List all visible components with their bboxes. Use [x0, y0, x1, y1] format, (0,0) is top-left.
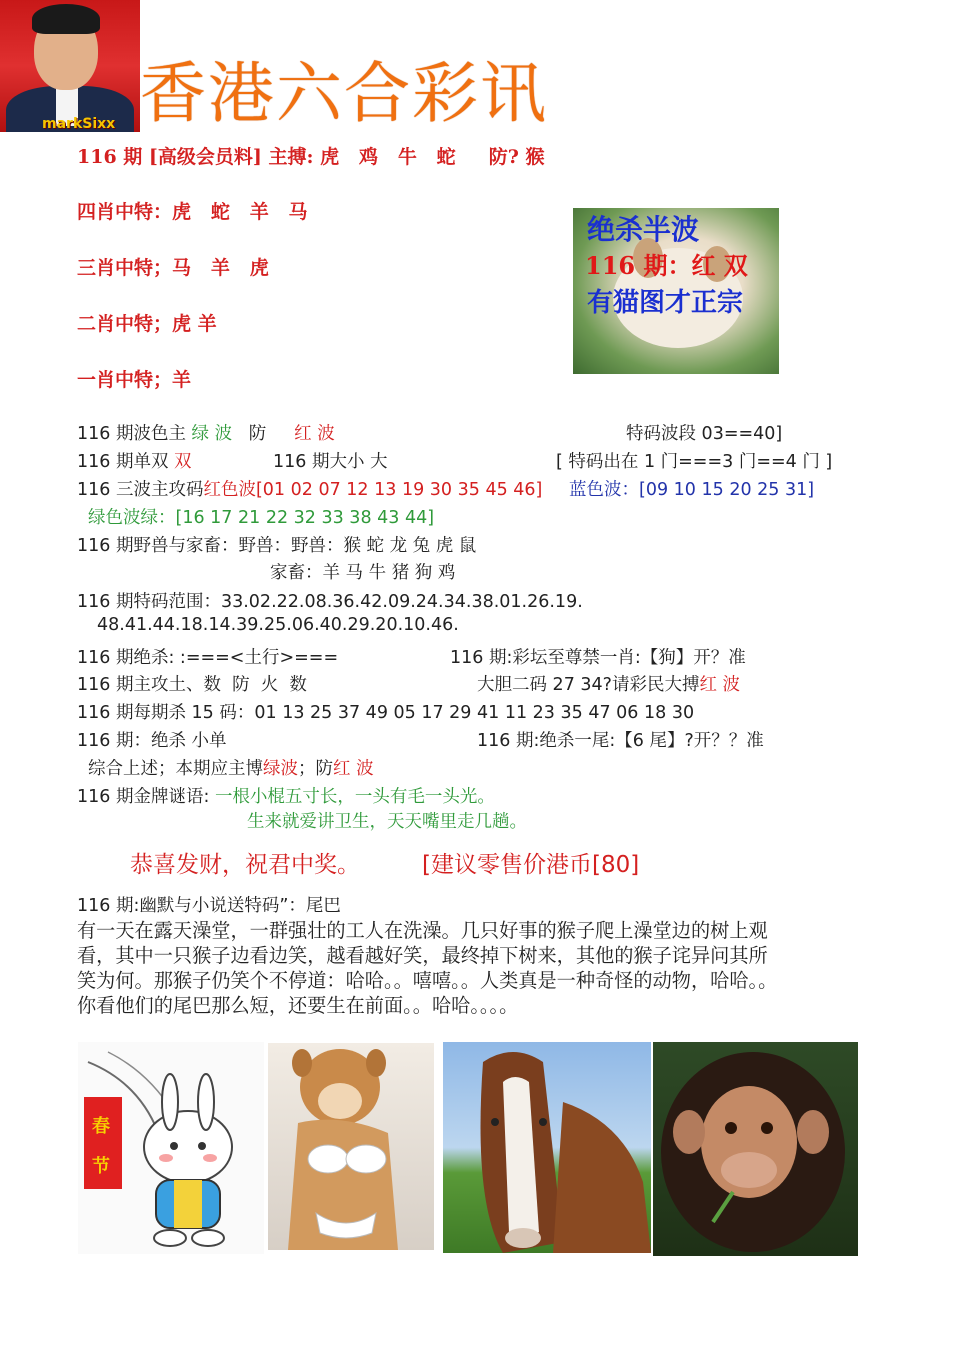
summary-main-wave: 绿波 — [263, 759, 298, 779]
cat-panel-slogan: 有猫图才正宗 — [587, 288, 744, 318]
summary-prefix: 综合上述；本期应主博 — [88, 759, 263, 779]
chimpanzee-picture — [653, 1042, 858, 1256]
red-wave-label: 红色波 — [203, 480, 256, 500]
green-wave-label: 绿色波绿： — [88, 508, 176, 528]
ban-zodiac-line: 116 期:彩坛至尊禁一肖:【狗】开？准 — [450, 648, 746, 668]
three-wave-label: 116 三波主攻码 — [77, 480, 204, 500]
odd-even-label: 116 期单双 — [77, 452, 175, 472]
riddle-line-2: 生来就爱讲卫生，天天嘴里走几趟。 — [247, 812, 527, 832]
two-zodiac-line: 二肖中特；虎 羊 — [77, 313, 217, 335]
door-line: [ 特码出在 1 门===3 门==4 门 ] — [556, 452, 833, 472]
story-title: 116 期:幽默与小说送特码”：尾巴 — [77, 896, 341, 916]
red-wave-numbers: [01 02 07 12 13 19 30 35 45 46] — [255, 480, 543, 500]
kill-element-line: 116 期绝杀: :===<土行>=== — [77, 648, 339, 668]
wave-color-line — [77, 420, 335, 445]
cat-picture-panel — [573, 208, 779, 374]
attack-line: 116 期主攻土、数 防 火 数 — [77, 675, 307, 695]
kill-15-line: 116 期每期杀 15 码：01 13 25 37 49 05 17 29 41 11 23 35 47 06 18 30 — [77, 703, 695, 723]
three-wave-line — [77, 476, 542, 501]
summary-mid: ；防 — [298, 759, 333, 779]
blue-wave-numbers: [09 10 15 20 25 31] — [639, 480, 815, 500]
price-text: [建议零售价港币[80] — [422, 852, 640, 878]
two-codes-prefix: 大胆二码 27 34?请彩民大搏 — [477, 675, 700, 695]
cat-panel-issue: 116 期：红 双 — [585, 251, 748, 280]
congrats-text: 恭喜发财，祝君中奖。 — [130, 852, 360, 878]
wave-prefix: 116 期波色主 — [77, 424, 192, 444]
size-line: 116 期大小 大 — [273, 452, 388, 472]
range-line-1: 116 期特码范围：33.02.22.08.36.42.09.24.34.38.01.26.19. — [77, 592, 583, 612]
puma-woman-picture — [268, 1043, 434, 1250]
main-pick-line — [77, 142, 545, 169]
livestock-line: 家畜：羊 马 牛 猪 狗 鸡 — [270, 563, 456, 583]
wave-guard: 红 波 — [294, 424, 335, 444]
cat-panel-heading: 绝杀半波 — [587, 213, 700, 246]
rabbit-banner-text-2: 节 — [92, 1156, 110, 1177]
one-zodiac-line: 一肖中特；羊 — [77, 369, 192, 391]
horse-picture — [443, 1042, 651, 1253]
rabbit-picture — [78, 1042, 264, 1254]
story-line: 有一天在露天澡堂，一群强壮的工人在洗澡。几只好事的猴子爬上澡堂边的树上观 — [77, 919, 768, 942]
odd-even-line — [77, 448, 192, 473]
story-body — [77, 918, 777, 1018]
odd-even-value: 双 — [174, 452, 192, 472]
rabbit-banner-text: 春 — [92, 1116, 110, 1137]
green-wave-numbers: [16 17 21 22 32 33 38 43 44] — [175, 508, 435, 528]
story-line: 看，其中一只猴子边看边笑，越看越好笑，最终掉下树来，其他的猴子诧异问其所 — [77, 944, 768, 967]
riddle-text-1: 一根小棍五寸长，一头有毛一头光。 — [214, 787, 495, 807]
portrait-logo: markSixx — [42, 116, 116, 132]
story-line: 你看他们的尾巴那么短，还要生在前面。。哈哈。。。。 — [77, 994, 519, 1017]
kill-tail-line: 116 期:绝杀一尾:【6 尾】?开？？准 — [477, 731, 764, 751]
story-line: 笑为何。那猴子仍笑个不停道：哈哈。。嘻嘻。。人类真是一种奇怪的动物，哈哈。。 — [77, 969, 778, 992]
wave-segment: 特码波段 03==40] — [626, 424, 783, 444]
three-zodiac-line: 三肖中特；马 羊 虎 — [77, 257, 269, 279]
wave-guard-label: 防 — [232, 424, 295, 444]
kill-small-line: 116 期：绝杀 小单 — [77, 731, 227, 751]
blue-wave-label: 蓝色波： — [569, 480, 639, 500]
riddle-label: 116 期金牌谜语: — [77, 787, 215, 807]
summary-guard-wave: 红 波 — [333, 759, 374, 779]
beasts-line: 116 期野兽与家畜：野兽：野兽：猴 蛇 龙 兔 虎 鼠 — [77, 536, 477, 556]
main-pick-animals: 虎 鸡 牛 蛇 — [320, 146, 456, 168]
wave-main: 绿 波 — [191, 424, 233, 444]
four-zodiac-line: 四肖中特：虎 蛇 羊 马 — [77, 201, 308, 223]
main-pick-prefix: 116 期 [高级会员料] 主搏: — [77, 146, 321, 168]
riddle-line-1 — [77, 783, 495, 808]
summary-line — [88, 755, 374, 780]
blue-wave — [569, 476, 814, 501]
two-codes-wave: 红 波 — [699, 675, 741, 695]
two-codes-line — [477, 671, 740, 696]
range-line-2: 48.41.44.18.14.39.25.06.40.29.20.10.46. — [97, 615, 459, 635]
main-pick-guard: 防? 猴 — [455, 146, 545, 168]
page-title: 香港六合彩讯 — [140, 55, 548, 132]
green-wave — [88, 504, 434, 529]
portrait-photo — [0, 0, 140, 132]
